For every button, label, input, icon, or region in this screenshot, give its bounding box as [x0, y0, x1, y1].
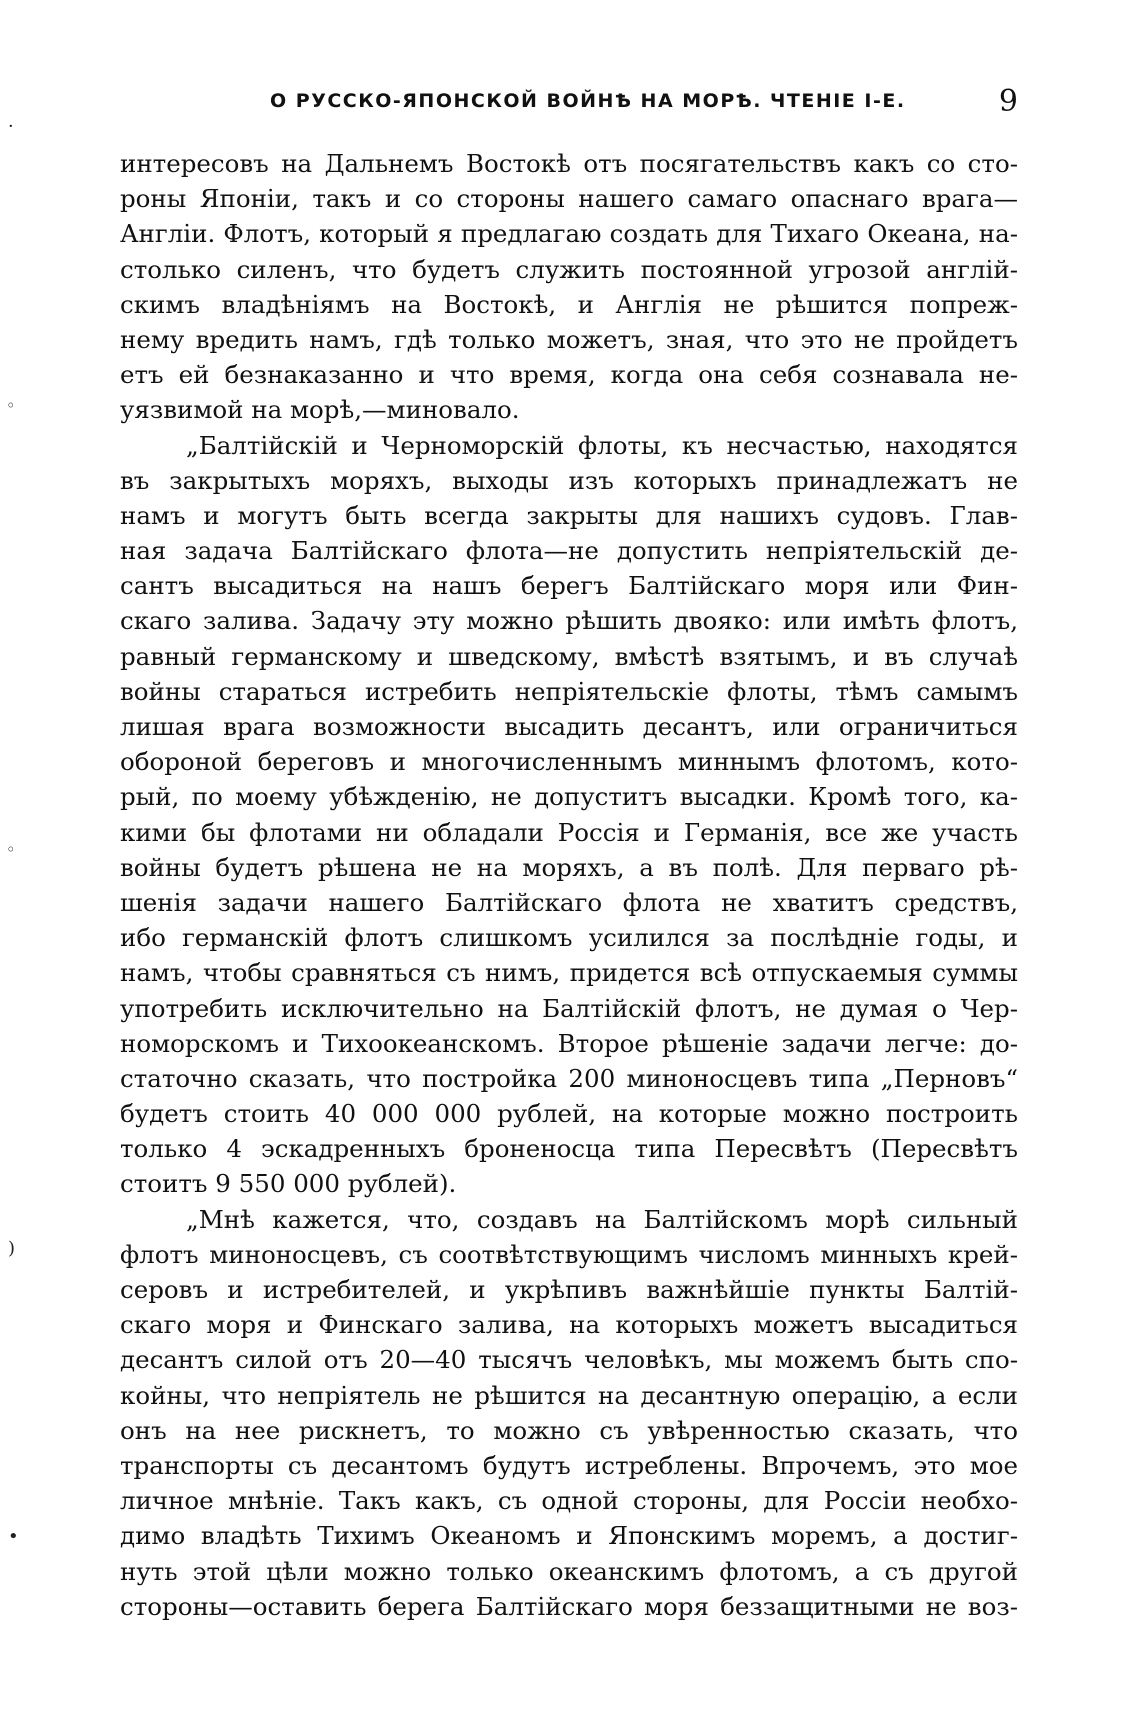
- text-line: Англіи. Флотъ, который я предлагаю создать для Тихаго Океана, на-: [120, 219, 1018, 249]
- margin-speck: •: [8, 1526, 19, 1547]
- text-line: етъ ей безнаказанно и что время, когда она себя сознавала не-: [120, 360, 1018, 390]
- text-line: „Балтійскій и Черноморскій флоты, къ несчастью, находятся: [186, 430, 1018, 460]
- text-line: статочно сказать, что постройка 200 миноносцевъ типа „Перновъ“: [120, 1063, 1018, 1093]
- margin-speck: ): [8, 1238, 16, 1259]
- text-line: уязвимой на морѣ,—миновало.: [120, 395, 520, 425]
- text-line: намъ и могутъ быть всегда закрыты для нашихъ судовъ. Глав-: [120, 500, 1018, 530]
- text-line: роны Японіи, такъ и со стороны нашего самаго опаснаго врага—: [120, 184, 1018, 214]
- text-line: нему вредить намъ, гдѣ только можетъ, зная, что это не пройдетъ: [120, 324, 1018, 354]
- text-line: димо владѣть Тихимъ Океаномъ и Японскимъ моремъ, а достиг-: [120, 1521, 1018, 1551]
- text-line: флотъ миноносцевъ, съ соотвѣтствующимъ числомъ минныхъ крей-: [120, 1239, 1018, 1269]
- body-text: [120, 146, 1018, 1624]
- paragraph: [120, 1202, 1018, 1624]
- running-title: О РУССКО-ЯПОНСКОЙ ВОЙНѢ НА МОРѢ. ЧТЕНІЕ I-Е.: [270, 90, 906, 112]
- paragraph: [120, 146, 1018, 428]
- text-line: столько силенъ, что будетъ служить постоянной угрозой англій-: [120, 254, 1018, 284]
- text-line: скаго моря и Финскаго залива, на которыхъ можетъ высадиться: [120, 1310, 1018, 1340]
- text-line: скаго залива. Задачу эту можно рѣшить двояко: или имѣть флотъ,: [120, 606, 1018, 636]
- text-line: онъ на нее рискнетъ, то можно съ увѣренностью сказать, что: [120, 1415, 1018, 1445]
- running-head: [120, 86, 1018, 120]
- text-line: серовъ и истребителей, и укрѣпивъ важнѣйшіе пункты Балтій-: [120, 1275, 1018, 1304]
- text-line: кими бы флотами ни обладали Россія и Германія, все же участь: [120, 817, 1018, 847]
- paragraph: [120, 428, 1018, 1202]
- margin-speck: ·: [8, 116, 14, 137]
- text-line: рый, по моему убѣжденію, не допуститъ высадки. Кромѣ того, ка-: [120, 782, 1018, 812]
- margin-speck: ◦: [6, 840, 16, 859]
- text-line: будетъ стоить 40 000 000 рублей, на которые можно построить: [120, 1099, 1018, 1129]
- text-line: номорскомъ и Тихоокеанскомъ. Второе рѣшеніе задачи легче: до-: [120, 1028, 1018, 1058]
- text-line: стоитъ 9 550 000 рублей).: [120, 1169, 457, 1199]
- text-line: сантъ высадиться на нашъ берегъ Балтійскаго моря или Фин-: [120, 571, 1018, 601]
- text-line: лишая врага возможности высадить десантъ, или ограничиться: [120, 712, 1018, 741]
- text-line: скимъ владѣніямъ на Востокѣ, и Англія не рѣшится попреж-: [120, 289, 1018, 319]
- text-line: десантъ силой отъ 20—40 тысячъ человѣкъ, мы можемъ быть спо-: [120, 1345, 1018, 1375]
- text-line: употребить исключительно на Балтійскій флотъ, не думая о Чер-: [120, 993, 1018, 1023]
- text-line: въ закрытыхъ моряхъ, выходы изъ которыхъ принадлежатъ не: [120, 465, 1018, 495]
- text-line: койны, что непріятель не рѣшится на десантную операцію, а если: [120, 1380, 1018, 1410]
- text-line: транспорты съ десантомъ будутъ истреблены. Впрочемъ, это мое: [120, 1450, 1018, 1480]
- text-line: личное мнѣніе. Такъ какъ, съ одной стороны, для Россіи необхо-: [120, 1486, 1018, 1516]
- margin-speck: ◦: [6, 396, 16, 415]
- text-line: нуть этой цѣли можно только океанскимъ флотомъ, а съ другой: [120, 1556, 1018, 1586]
- text-line: войны стараться истребить непріятельскіе флоты, тѣмъ самымъ: [120, 676, 1018, 706]
- page-number: 9: [998, 84, 1018, 119]
- text-line: стороны—оставить берега Балтійскаго моря беззащитными не воз-: [120, 1591, 1018, 1621]
- text-line: ибо германскій флотъ слишкомъ усилился за послѣдніе годы, и: [120, 923, 1018, 953]
- text-line: ная задача Балтійскаго флота—не допустить непріятельскій де-: [120, 536, 1018, 566]
- text-line: намъ, чтобы сравняться съ нимъ, придется всѣ отпускаемыя суммы: [120, 958, 1018, 988]
- text-line: войны будетъ рѣшена не на моряхъ, а въ полѣ. Для перваго рѣ-: [120, 852, 1018, 882]
- text-line: интересовъ на Дальнемъ Востокѣ отъ посягательствъ какъ со сто-: [120, 149, 1018, 178]
- text-line: только 4 эскадренныхъ броненосца типа Пересвѣтъ (Пересвѣтъ: [120, 1134, 1018, 1164]
- text-line: шенія задачи нашего Балтійскаго флота не хватитъ средствъ,: [120, 887, 1018, 917]
- text-line: равный германскому и шведскому, вмѣстѣ взятымъ, и въ случаѣ: [120, 641, 1018, 671]
- text-line: „Мнѣ кажется, что, создавъ на Балтійскомъ морѣ сильный: [186, 1204, 1018, 1234]
- text-line: обороной береговъ и многочисленнымъ миннымъ флотомъ, кото-: [120, 747, 1018, 777]
